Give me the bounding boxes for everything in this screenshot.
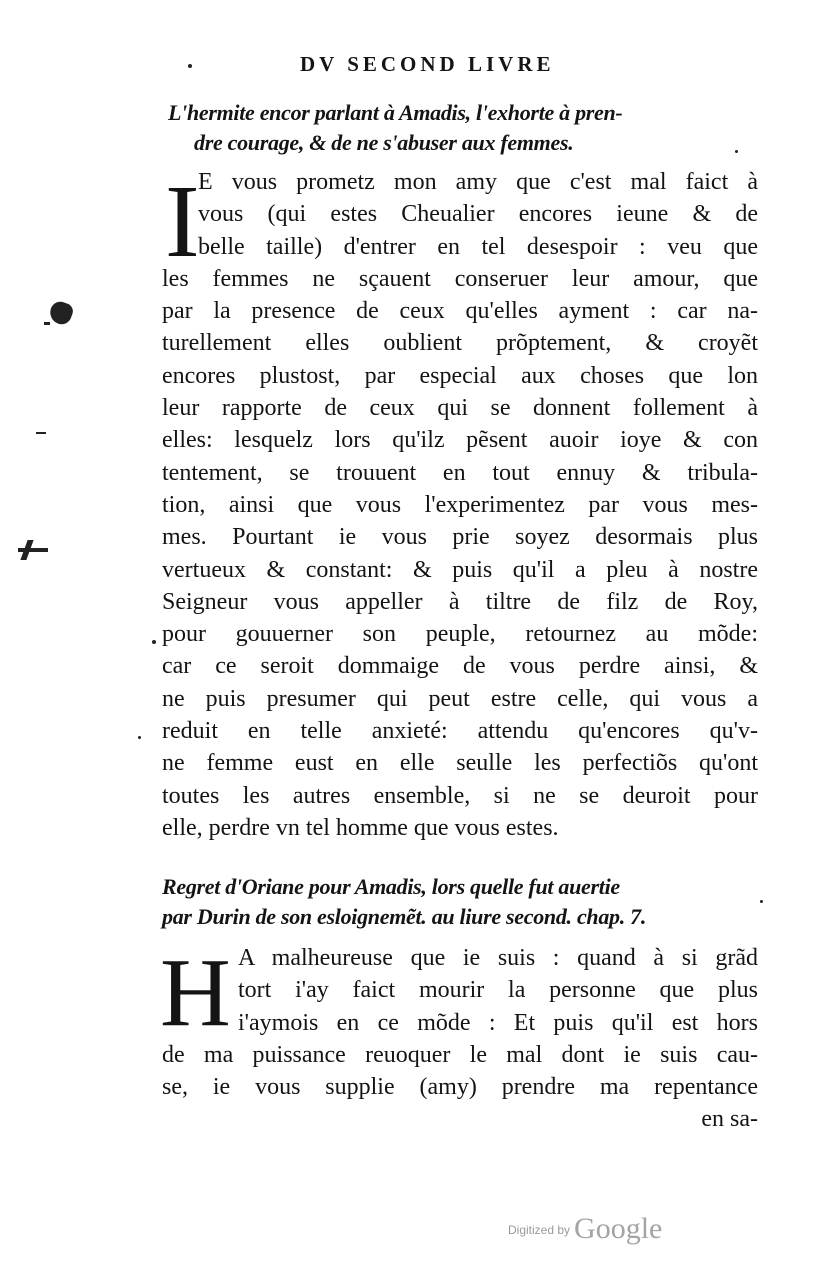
section-heading-2: [162, 872, 646, 932]
text-line: toutes les autres ensemble, si ne se deuroit pour: [162, 782, 758, 809]
dropcap-h: H: [160, 939, 231, 1047]
text-line: vertueux & constant: & puis qu'il a pleu à nostre: [162, 556, 758, 583]
section-heading-1: [168, 98, 622, 158]
section-body-2: [160, 939, 758, 1136]
text-line: E vous prometz mon amy que c'est mal faict à: [198, 169, 758, 195]
text-line: elle, perdre vn tel homme que vous estes.: [162, 814, 559, 841]
google-logo: Google: [574, 1212, 663, 1245]
text-line: tort i'ay faict mourir la personne que plus: [238, 977, 758, 1004]
text-line: ne puis presumer qui peut estre celle, qui vous a: [162, 685, 758, 712]
text-line: ne femme eust en elle seulle les perfectiõs qu'ont: [162, 750, 758, 777]
text-line: elles: lesquelz lors qu'ilz pẽsent auoir ioye & con: [162, 427, 758, 454]
scan-speck: [735, 150, 738, 153]
text-line: A malheureuse que ie suis : quand à si grãd: [238, 945, 758, 971]
text-line: se, ie vous supplie (amy) prendre ma repentance: [162, 1074, 758, 1101]
text-line: les femmes ne sçauent conseruer leur amour, que: [162, 265, 758, 292]
text-line: par la presence de ceux qu'elles ayment : car na-: [162, 298, 758, 325]
dropcap-i: I: [165, 164, 200, 279]
text-line: i'aymois en ce mõde : Et puis qu'il est hors: [238, 1009, 758, 1036]
scan-speck: [760, 900, 763, 903]
scan-speck: [138, 736, 141, 739]
text-line: car ce seroit dommaige de vous perdre ainsi, &: [162, 653, 758, 680]
running-head: DV SECOND LIVRE: [300, 52, 555, 76]
scan-speck: [44, 322, 50, 325]
heading-line: dre courage, & de ne s'abuser aux femmes.: [194, 130, 574, 155]
text-line: Seigneur vous appeller à tiltre de filz de Roy,: [162, 588, 758, 615]
text-line: vous (qui estes Cheualier encores ieune & de: [198, 201, 758, 228]
text-line: tentement, se trouuent en tout ennuy & tribula-: [162, 459, 758, 486]
scan-speck: [152, 640, 156, 644]
scan-speck: [47, 299, 75, 327]
text-line: de ma puissance reuoquer le mal dont ie suis cau-: [162, 1041, 758, 1068]
heading-line: par Durin de son esloignemẽt. au liure second. chap. 7.: [162, 904, 647, 929]
text-line: belle taille) d'entrer en tel desespoir : veu que: [198, 233, 758, 260]
scan-speck: [188, 64, 192, 68]
scan-speck: [36, 432, 46, 434]
heading-line: Regret d'Oriane pour Amadis, lors quelle fut auertie: [162, 874, 620, 899]
text-line: leur rapporte de ceux qui se donnent follement à: [162, 395, 758, 422]
heading-line: L'hermite encor parlant à Amadis, l'exhorte à pren-: [168, 100, 623, 125]
watermark-prefix: Digitized by: [508, 1223, 571, 1237]
text-line: encores plustost, par especial aux choses que lon: [162, 362, 758, 389]
text-line: pour gouuerner son peuple, retournez au mõde:: [162, 621, 758, 648]
catchword: en sa-: [701, 1106, 758, 1133]
digitization-watermark: [508, 1212, 662, 1246]
text-line: turellement elles oublient prõptement, & croyẽt: [162, 330, 758, 357]
section-body-1: [162, 166, 758, 844]
text-line: mes. Pourtant ie vous prie soyez desormais plus: [162, 524, 758, 551]
text-line: reduit en telle anxieté: attendu qu'encores qu'v-: [162, 718, 758, 745]
text-line: tion, ainsi que vous l'experimentez par vous mes-: [162, 491, 758, 518]
